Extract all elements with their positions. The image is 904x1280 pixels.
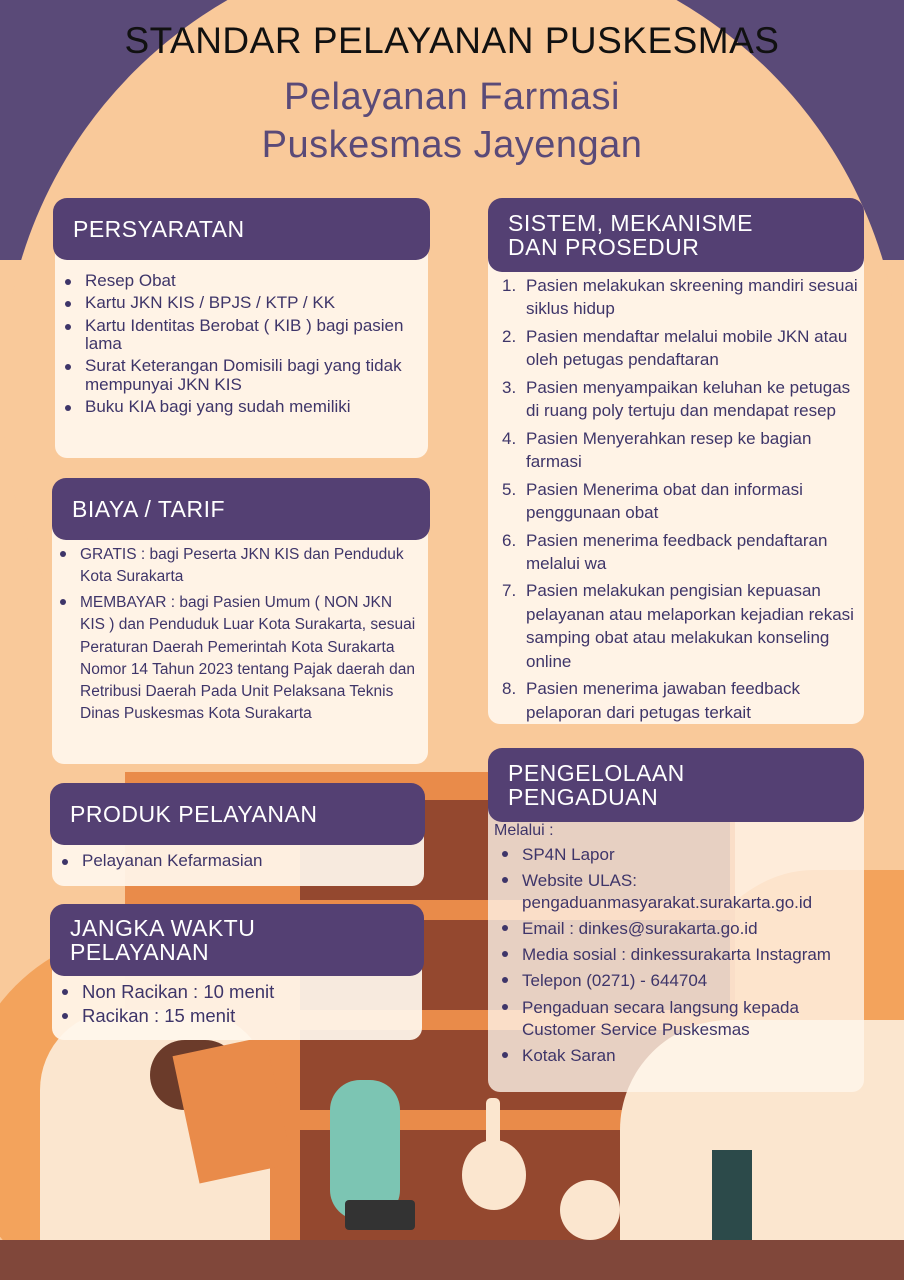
step-number: 7. <box>502 581 517 601</box>
list-item: Pengaduan secara langsung kepada Customer Service Puskesmas <box>498 997 858 1041</box>
list-item: Buku KIA bagi yang sudah memiliki <box>61 398 421 416</box>
list-item <box>502 325 858 372</box>
list-item: Email : dinkes@surakarta.go.id <box>498 918 858 940</box>
step-text: Pasien mendaftar melalui mobile JKN atau oleh petugas pendaftaran <box>526 326 848 370</box>
biaya-heading <box>52 478 430 540</box>
jangka-heading <box>50 904 424 976</box>
biaya-list <box>56 544 421 729</box>
list-item: Kartu JKN KIS / BPJS / KTP / KK <box>61 294 421 312</box>
produk-list <box>58 852 418 874</box>
section-heading-text: PENGELOLAAN <box>508 759 685 786</box>
persyaratan-list <box>61 272 421 421</box>
list-item <box>502 677 858 724</box>
page-title: STANDAR PELAYANAN PUSKESMAS <box>124 20 780 61</box>
list-item: Resep Obat <box>61 272 421 290</box>
bottle-illustration <box>560 1180 620 1240</box>
step-text: Pasien menyampaikan keluhan ke petugas di ruang poly tertuju dan mendapat resep <box>526 377 851 421</box>
microscope-base <box>345 1200 415 1230</box>
step-text: Pasien melakukan skreening mandiri sesuai siklus hidup <box>526 276 858 319</box>
list-item <box>502 376 858 423</box>
pengaduan-intro: Melalui : <box>494 822 554 839</box>
pengaduan-list <box>498 844 858 1071</box>
sistem-heading <box>488 198 864 272</box>
flask-illustration <box>462 1140 526 1210</box>
list-item: GRATIS : bagi Peserta JKN KIS dan Penduduk Kota Surakarta <box>56 544 421 588</box>
jangka-list <box>58 982 418 1030</box>
step-number: 3. <box>502 377 517 397</box>
list-item: Non Racikan : 10 menit <box>58 982 418 1002</box>
pengaduan-card <box>488 790 864 1092</box>
list-item: Surat Keterangan Domisili bagi yang tidak mempunyai JKN KIS <box>61 357 421 394</box>
list-item <box>502 274 858 321</box>
sistem-list <box>502 274 858 728</box>
pengaduan-heading <box>488 748 864 822</box>
step-number: 4. <box>502 428 517 448</box>
list-item: Kotak Saran <box>498 1045 858 1067</box>
sistem-card <box>488 240 864 724</box>
step-number: 8. <box>502 679 517 699</box>
section-heading-text: BIAYA / TARIF <box>72 495 226 522</box>
list-item: Kartu Identitas Berobat ( KIB ) bagi pasien lama <box>61 317 421 354</box>
list-item: Website ULAS: pengaduanmasyarakat.surakarta.go.id <box>498 870 858 914</box>
step-text: Pasien Menyerahkan resep ke bagian farmasi <box>526 428 812 472</box>
step-number: 1. <box>502 276 517 295</box>
section-heading-text: PRODUK PELAYANAN <box>70 800 318 827</box>
list-item <box>502 478 858 525</box>
list-item: MEMBAYAR : bagi Pasien Umum ( NON JKN KIS ) dan Penduduk Luar Kota Surakarta, sesuai Peraturan Daerah Pemerintah Kota Surakarta Nomor 14 Tahun 2023 tentang Pajak daerah dan Retribusi Daerah Pada Unit Pelaksana Teknis Dinas Puskesmas Kota Surakarta <box>56 592 421 725</box>
list-item: Pelayanan Kefarmasian <box>58 852 418 870</box>
section-heading-text: DAN PROSEDUR <box>508 234 700 260</box>
list-item: Telepon (0271) - 644704 <box>498 970 858 992</box>
step-text: Pasien menerima feedback pendaftaran melalui wa <box>526 530 828 573</box>
produk-heading <box>50 783 425 845</box>
step-text: Pasien menerima jawaban feedback pelaporan dari petugas terkait <box>526 679 801 722</box>
list-item: Media sosial : dinkessurakarta Instagram <box>498 944 858 966</box>
page-subtitle-location: Puskesmas Jayengan <box>261 124 643 166</box>
list-item: Racikan : 15 menit <box>58 1006 418 1026</box>
persyaratan-heading <box>53 198 430 260</box>
step-text: Pasien melakukan pengisian kepuasan pelayanan atau melaporkan kejadian rekasi samping obat atau melakukan konseling online <box>526 581 854 671</box>
scientist-right-tie <box>712 1150 752 1250</box>
step-number: 6. <box>502 530 517 550</box>
section-heading-text: SISTEM, MEKANISME <box>508 209 753 236</box>
step-text: Pasien Menerima obat dan informasi penggunaan obat <box>526 479 803 523</box>
persyaratan-card <box>55 232 428 458</box>
lab-table <box>0 1240 904 1280</box>
section-heading-text: PELAYANAN <box>70 939 210 965</box>
section-heading-text: JANGKA WAKTU <box>70 914 256 941</box>
list-item <box>502 579 858 673</box>
step-number: 5. <box>502 479 517 499</box>
list-item: SP4N Lapor <box>498 844 858 866</box>
section-heading-text: PENGADUAN <box>508 784 659 810</box>
step-number: 2. <box>502 326 517 346</box>
microscope-illustration <box>330 1080 400 1220</box>
section-heading-text: PERSYARATAN <box>73 215 245 242</box>
page-subtitle-service: Pelayanan Farmasi <box>284 76 620 118</box>
list-item <box>502 427 858 474</box>
biaya-card <box>52 512 428 764</box>
list-item <box>502 529 858 576</box>
